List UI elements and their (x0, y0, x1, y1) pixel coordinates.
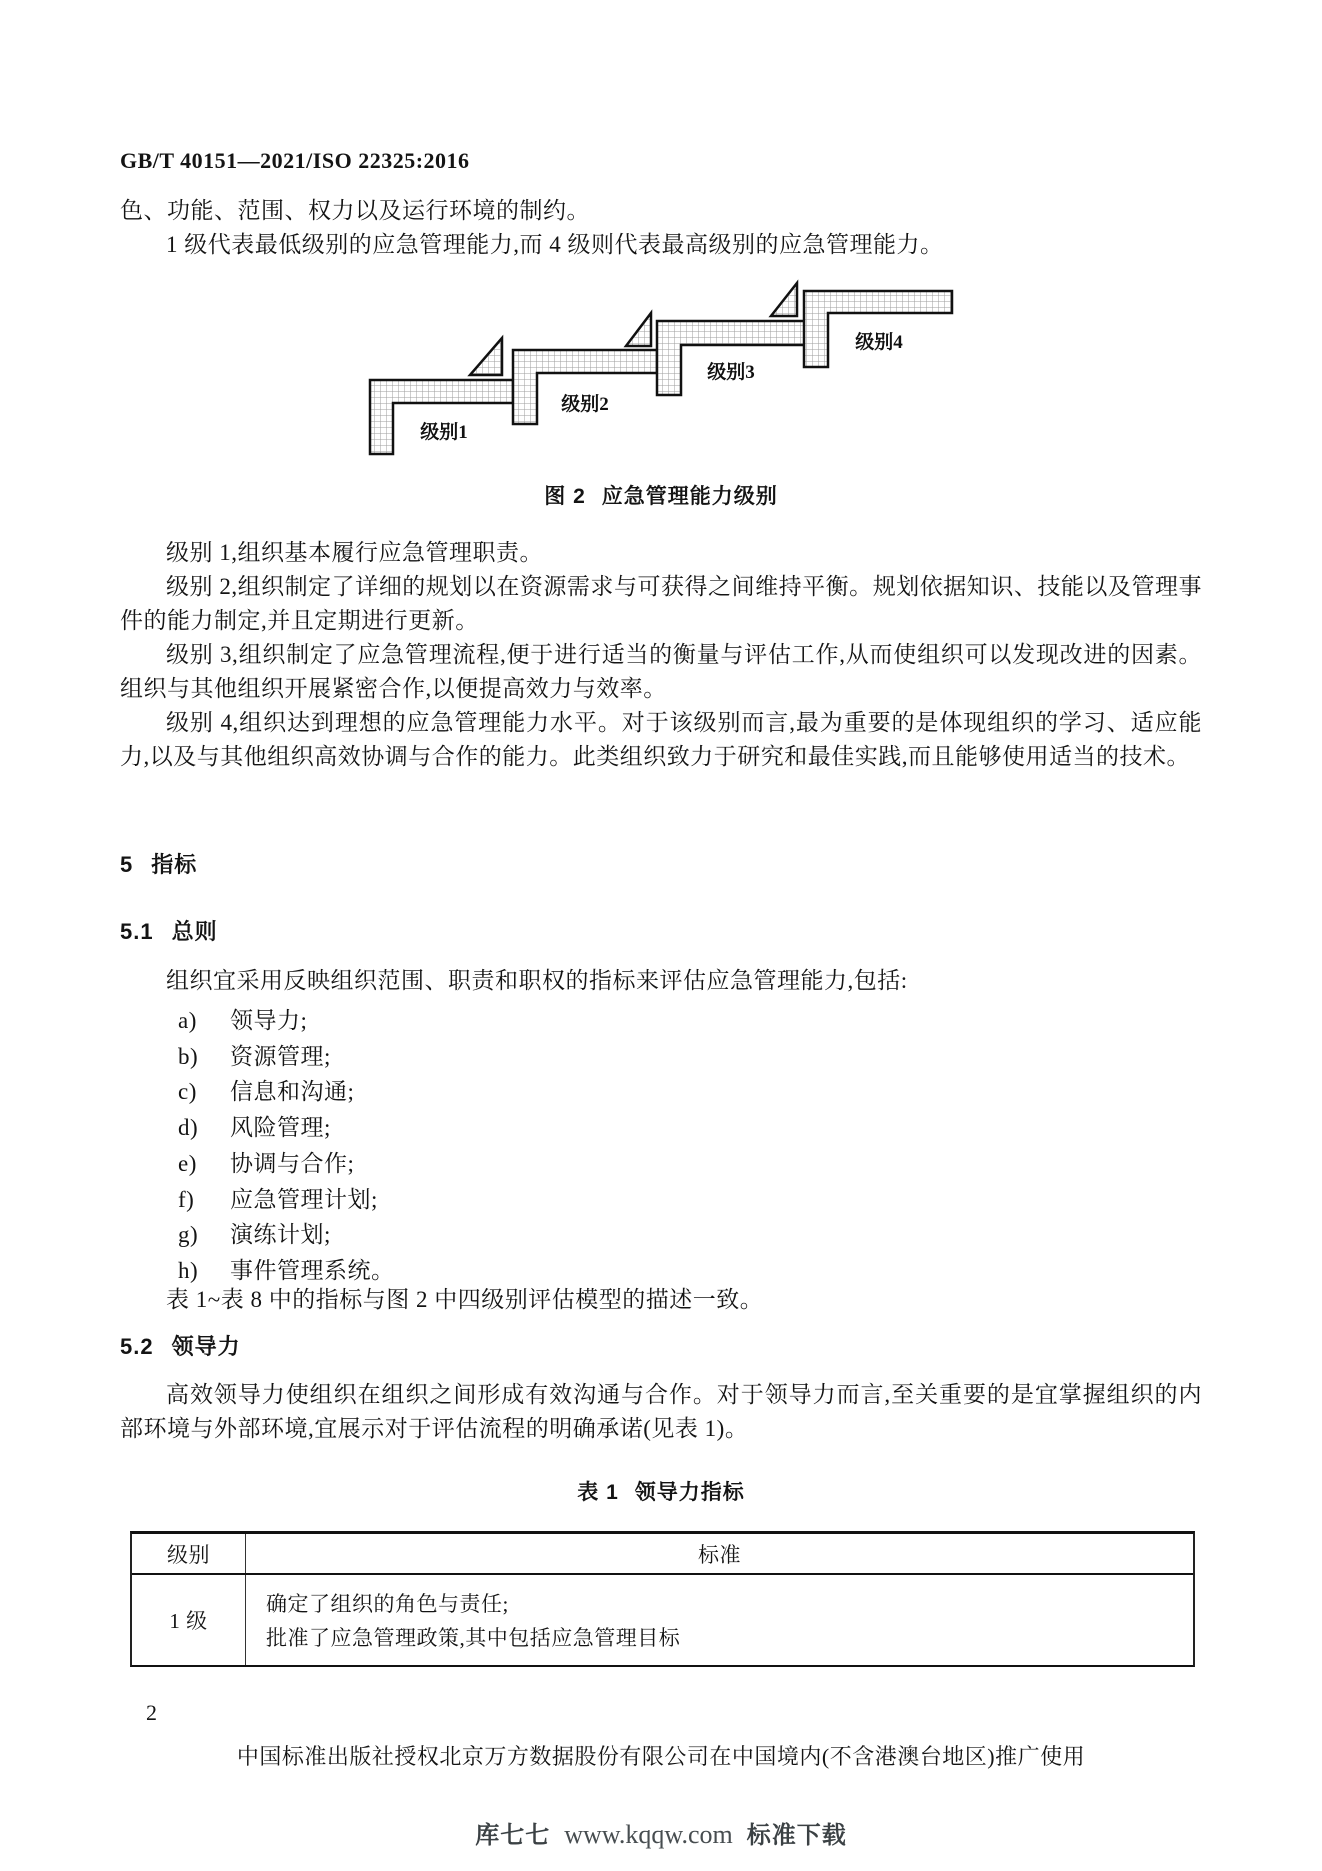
table-cell-criteria (246, 1575, 1193, 1665)
step-triangle-icon (771, 283, 797, 316)
leadership-indicator-table (130, 1531, 1195, 1667)
list-item (120, 1074, 1202, 1110)
list-item-text: 应急管理计划; (230, 1186, 378, 1212)
list-item (120, 1110, 1202, 1146)
list-item-letter: a) (178, 1008, 197, 1033)
figure-caption-title: 应急管理能力级别 (601, 485, 778, 508)
list-item-letter: e) (178, 1150, 197, 1176)
list-item-text: 领导力; (230, 1008, 308, 1033)
standard-code-header: GB/T 40151—2021/ISO 22325:2016 (120, 148, 470, 173)
table-caption-label: 表 1 (577, 1481, 619, 1504)
level4-paragraph: 级别 4,组织达到理想的应急管理能力水平。对于该级别而言,最为重要的是体现组织的学习、适应能力,以及与其他组织高效协调与合作的能力。此类组织致力于研究和最佳实践,而且能够使用适当的技术。 (120, 710, 1202, 769)
list-item-text: 协调与合作; (230, 1150, 355, 1176)
figure-caption (120, 480, 1202, 510)
level2-paragraph: 级别 2,组织制定了详细的规划以在资源需求与可获得之间维持平衡。规划依据知识、技能以及管理事件的能力制定,并且定期进行更新。 (120, 574, 1202, 633)
criteria-line: 批准了应急管理政策,其中包括应急管理目标 (266, 1626, 681, 1650)
table-caption (120, 1476, 1202, 1506)
list-item-text: 演练计划; (230, 1222, 331, 1248)
watermark-site-name: 库七七 (475, 1823, 551, 1849)
step-bar-level4 (804, 291, 952, 367)
step-triangle-icon (626, 313, 651, 346)
criteria-line: 确定了组织的角色与责任; (266, 1592, 509, 1616)
section-5-1-number: 5.1 (120, 919, 154, 944)
intro-paragraph-1: 色、功能、范围、权力以及运行环境的制约。 (120, 198, 590, 223)
list-item-text: 资源管理; (230, 1043, 331, 1069)
section-5-1-title: 总则 (171, 919, 218, 944)
list-item (120, 1217, 1202, 1253)
watermark-suffix: 标准下载 (746, 1823, 847, 1849)
step-bar-level3 (657, 321, 806, 395)
list-item (120, 1146, 1202, 1182)
step-triangle-icon (470, 338, 502, 375)
table-row (132, 1575, 1193, 1665)
figure-label-level1: 级别1 (420, 422, 468, 443)
level3-paragraph: 级别 3,组织制定了应急管理流程,便于进行适当的衡量与评估工作,从而使组织可以发现改进的因素。组织与其他组织开展紧密合作,以便提高效力与效率。 (120, 642, 1202, 701)
table-header-row (132, 1534, 1193, 1575)
section-5-heading (120, 848, 197, 879)
figure-caption-label: 图 2 (544, 485, 586, 508)
table-caption-title: 领导力指标 (634, 1481, 745, 1504)
list-item-text: 信息和沟通; (230, 1079, 355, 1105)
list-item-letter: b) (178, 1043, 199, 1069)
capability-levels-figure (350, 265, 970, 465)
tables-note: 表 1~表 8 中的指标与图 2 中四级别评估模型的描述一致。 (166, 1287, 764, 1312)
list-item-text: 风险管理; (230, 1115, 331, 1141)
section-5-1-intro: 组织宜采用反映组织范围、职责和职权的指标来评估应急管理能力,包括: (166, 968, 908, 993)
figure-label-level2: 级别2 (561, 394, 609, 415)
figure-label-level3: 级别3 (707, 362, 755, 383)
section-5-2-number: 5.2 (120, 1334, 154, 1359)
watermark (0, 1815, 1322, 1850)
section-5-title: 指标 (151, 852, 198, 877)
figure-label-level4: 级别4 (855, 332, 903, 353)
section-5-2-title: 领导力 (171, 1334, 241, 1359)
table-header-criteria: 标准 (698, 1542, 741, 1567)
list-item (120, 1003, 1202, 1039)
section-5-number: 5 (120, 852, 134, 877)
list-item (120, 1039, 1202, 1075)
section-5-2-paragraph: 高效领导力使组织在组织之间形成有效沟通与合作。对于领导力而言,至关重要的是宜掌握组织的内部环境与外部环境,宜展示对于评估流程的明确承诺(见表 1)。 (120, 1382, 1202, 1441)
section-5-1-heading (120, 915, 218, 946)
level1-paragraph: 级别 1,组织基本履行应急管理职责。 (166, 540, 543, 565)
watermark-url: www.kqqw.com (564, 1820, 733, 1849)
authorization-notice: 中国标准出版社授权北京万方数据股份有限公司在中国境内(不含港澳台地区)推广使用 (236, 1744, 1086, 1769)
page-number: 2 (146, 1700, 157, 1725)
indicator-list (120, 1003, 1202, 1289)
list-item-letter: f) (178, 1186, 195, 1212)
list-item-letter: g) (178, 1222, 199, 1248)
list-item (120, 1182, 1202, 1218)
table-header-level: 级别 (132, 1534, 246, 1573)
intro-paragraph-2: 1 级代表最低级别的应急管理能力,而 4 级则代表最高级别的应急管理能力。 (166, 232, 944, 257)
list-item-letter: c) (178, 1079, 197, 1105)
list-item-letter: h) (178, 1257, 199, 1283)
list-item-letter: d) (178, 1115, 199, 1141)
list-item-text: 事件管理系统。 (230, 1257, 395, 1283)
section-5-2-heading (120, 1330, 241, 1361)
table-cell-level: 1 级 (132, 1575, 246, 1665)
